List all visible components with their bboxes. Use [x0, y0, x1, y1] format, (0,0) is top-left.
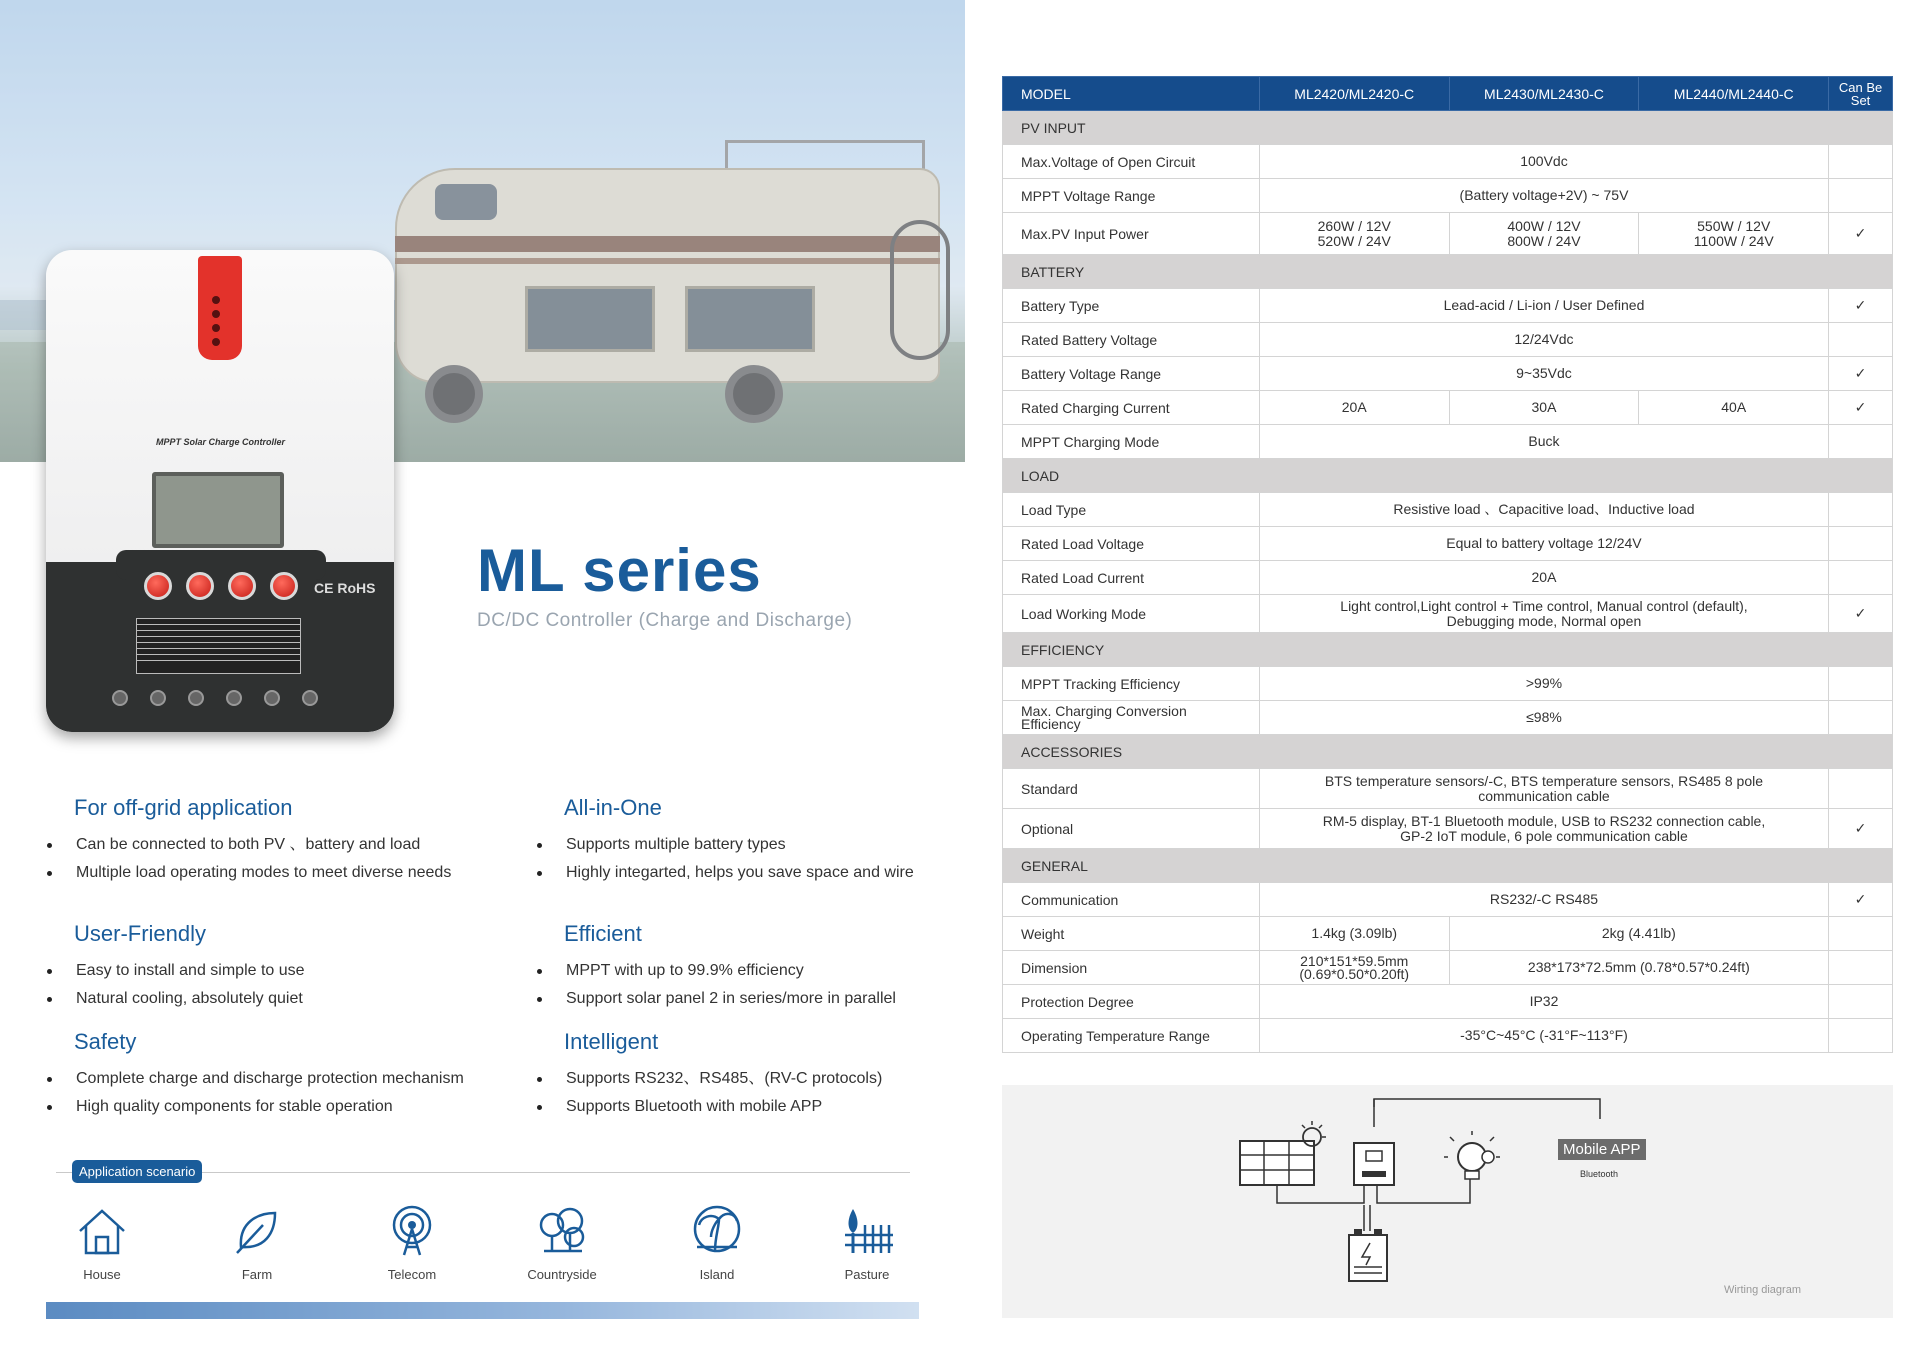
settable-cell: [1829, 667, 1893, 701]
table-row: [1003, 145, 1893, 179]
device-button: [144, 572, 172, 600]
device-spec-label: [136, 618, 301, 674]
table-row: [1003, 701, 1893, 735]
row-label: Optional: [1003, 809, 1260, 849]
row-label: Rated Load Current: [1003, 561, 1260, 595]
feature-safety: [47, 1029, 487, 1121]
row-label: Rated Charging Current: [1003, 391, 1260, 425]
row-value: 400W / 12V 800W / 24V: [1449, 213, 1639, 255]
header-model-1: ML2420/ML2420-C: [1259, 77, 1449, 111]
settable-cell: [1829, 1019, 1893, 1053]
row-label: Standard: [1003, 769, 1260, 809]
feature-title: Intelligent: [564, 1029, 659, 1054]
header-model-2: ML2430/ML2430-C: [1449, 77, 1639, 111]
row-value: (Battery voltage+2V) ~ 75V: [1259, 179, 1828, 213]
device-led-panel: [198, 256, 242, 360]
row-value: Buck: [1259, 425, 1828, 459]
row-label: Max.Voltage of Open Circuit: [1003, 145, 1260, 179]
settable-cell: [1829, 951, 1893, 985]
feature-efficient: [537, 921, 977, 1013]
check-icon: ✓: [1829, 883, 1893, 917]
row-label: Communication: [1003, 883, 1260, 917]
feature-item: Easy to install and simple to use: [47, 957, 487, 985]
mobile-app-label: Mobile APP: [1558, 1139, 1646, 1160]
row-value: 20A: [1259, 561, 1828, 595]
feature-intelligent: [537, 1029, 977, 1121]
row-label: Battery Voltage Range: [1003, 357, 1260, 391]
table-row: [1003, 561, 1893, 595]
row-value: Resistive load 、Capacitive load、Inductive load: [1259, 493, 1828, 527]
settable-cell: [1829, 985, 1893, 1019]
row-value: -35°C~45°C (-31°F~113°F): [1259, 1019, 1828, 1053]
feature-title: Safety: [74, 1029, 137, 1054]
table-row: [1003, 527, 1893, 561]
scenario-label: Island: [699, 1267, 735, 1282]
row-label: Max.PV Input Power: [1003, 213, 1260, 255]
row-label: MPPT Voltage Range: [1003, 179, 1260, 213]
row-value: 12/24Vdc: [1259, 323, 1828, 357]
device-button: [228, 572, 256, 600]
header-can-be-set: Can Be Set: [1829, 77, 1893, 111]
check-icon: ✓: [1829, 391, 1893, 425]
wiring-caption: Wirting diagram: [1723, 1284, 1801, 1296]
feature-title: For off-grid application: [74, 795, 293, 820]
series-subtitle: DC/DC Controller (Charge and Discharge): [477, 610, 853, 631]
header-model-3: ML2440/ML2440-C: [1639, 77, 1829, 111]
section-row-battery: BATTERY: [1003, 255, 1893, 289]
row-label: Load Type: [1003, 493, 1260, 527]
palm-icon: [689, 1203, 745, 1259]
table-row: [1003, 809, 1893, 849]
table-row: [1003, 289, 1893, 323]
trees-icon: [534, 1203, 590, 1259]
feature-item: Can be connected to both PV 、battery and load: [47, 831, 487, 859]
row-value: 550W / 12V 1100W / 24V: [1639, 213, 1829, 255]
row-label: Max. Charging Conversion Efficiency: [1003, 701, 1260, 735]
feature-user-friendly: [47, 921, 487, 1013]
check-icon: ✓: [1829, 213, 1893, 255]
settable-cell: [1829, 917, 1893, 951]
device-lcd-screen: [152, 472, 284, 548]
settable-cell: [1829, 493, 1893, 527]
feature-item: Multiple load operating modes to meet diverse needs: [47, 859, 487, 887]
section-row-accessories: ACCESSORIES: [1003, 735, 1893, 769]
controller-icon: [1354, 1143, 1394, 1185]
footer-gradient-bar: [46, 1302, 919, 1319]
row-value: Equal to battery voltage 12/24V: [1259, 527, 1828, 561]
row-value: 210*151*59.5mm (0.69*0.50*0.20ft): [1259, 951, 1449, 985]
table-row: [1003, 357, 1893, 391]
row-label: Protection Degree: [1003, 985, 1260, 1019]
row-value: 40A: [1639, 391, 1829, 425]
table-row: [1003, 323, 1893, 357]
row-value: 1.4kg (3.09lb): [1259, 917, 1449, 951]
feature-item: Highly integarted, helps you save space and wire: [537, 859, 977, 887]
section-row-load: LOAD: [1003, 459, 1893, 493]
table-row: [1003, 391, 1893, 425]
table-row: [1003, 769, 1893, 809]
row-value: RS232/-C RS485: [1259, 883, 1828, 917]
specification-table: [1002, 76, 1893, 1053]
table-header-row: [1003, 77, 1893, 111]
table-row: [1003, 493, 1893, 527]
feature-item: High quality components for stable operation: [47, 1093, 487, 1121]
check-icon: ✓: [1829, 357, 1893, 391]
table-row: [1003, 179, 1893, 213]
bluetooth-label: Bluetooth: [1580, 1169, 1619, 1179]
fence-icon: [839, 1203, 895, 1259]
feature-item: Supports multiple battery types: [537, 831, 977, 859]
settable-cell: [1829, 701, 1893, 735]
settable-cell: [1829, 179, 1893, 213]
device-button: [186, 572, 214, 600]
battery-icon: [1349, 1229, 1387, 1281]
table-row: [1003, 985, 1893, 1019]
row-label: Battery Type: [1003, 289, 1260, 323]
feature-off-grid: [47, 795, 487, 887]
section-row-pv-input: PV INPUT: [1003, 111, 1893, 145]
feature-title: Efficient: [564, 921, 642, 946]
row-value: 20A: [1259, 391, 1449, 425]
feature-title: All-in-One: [564, 795, 662, 820]
feature-all-in-one: [537, 795, 977, 887]
feature-item: Natural cooling, absolutely quiet: [47, 985, 487, 1013]
section-row-general: GENERAL: [1003, 849, 1893, 883]
feature-item: MPPT with up to 99.9% efficiency: [537, 957, 977, 985]
scenario-countryside: [517, 1203, 607, 1282]
row-value: ≤98%: [1259, 701, 1828, 735]
device-buttons: [144, 572, 298, 600]
row-value: 2kg (4.41lb): [1449, 917, 1829, 951]
row-label: Operating Temperature Range: [1003, 1019, 1260, 1053]
solar-panel-icon: [1240, 1121, 1326, 1185]
device-brand-text: MPPT Solar Charge Controller: [156, 437, 286, 447]
table-row: [1003, 595, 1893, 633]
row-label: Load Working Mode: [1003, 595, 1260, 633]
table-row: [1003, 951, 1893, 985]
house-icon: [74, 1203, 130, 1259]
table-row: [1003, 1019, 1893, 1053]
row-value: Light control,Light control + Time control, Manual control (default), Debugging mode, Normal open: [1259, 595, 1828, 633]
charge-controller-product: [46, 250, 394, 732]
section-row-efficiency: EFFICIENCY: [1003, 633, 1893, 667]
leaf-icon: [229, 1203, 285, 1259]
scenario-house: [57, 1203, 147, 1282]
row-value: 30A: [1449, 391, 1639, 425]
row-value: BTS temperature sensors/-C, BTS temperature sensors, RS485 8 pole communication cable: [1259, 769, 1828, 809]
scenario-pasture: [822, 1203, 912, 1282]
row-label: Dimension: [1003, 951, 1260, 985]
certification-mark: CE RoHS: [314, 580, 376, 596]
check-icon: ✓: [1829, 595, 1893, 633]
settable-cell: [1829, 323, 1893, 357]
settable-cell: [1829, 527, 1893, 561]
table-row: [1003, 213, 1893, 255]
scenario-label: Pasture: [844, 1267, 890, 1282]
antenna-icon: [384, 1203, 440, 1259]
check-icon: ✓: [1829, 289, 1893, 323]
row-value: IP32: [1259, 985, 1828, 1019]
device-button: [270, 572, 298, 600]
row-label: Weight: [1003, 917, 1260, 951]
settable-cell: [1829, 561, 1893, 595]
row-label: MPPT Tracking Efficiency: [1003, 667, 1260, 701]
table-row: [1003, 917, 1893, 951]
scenario-telecom: [367, 1203, 457, 1282]
row-label: Rated Load Voltage: [1003, 527, 1260, 561]
application-scenario-badge: Application scenario: [72, 1160, 202, 1183]
header-model: MODEL: [1003, 77, 1260, 111]
scenario-label: Farm: [241, 1267, 273, 1282]
row-value: Lead-acid / Li-ion / User Defined: [1259, 289, 1828, 323]
feature-item: Supports Bluetooth with mobile APP: [537, 1093, 977, 1121]
scenario-label: Countryside: [527, 1267, 597, 1282]
row-value: 100Vdc: [1259, 145, 1828, 179]
settable-cell: [1829, 425, 1893, 459]
feature-title: User-Friendly: [74, 921, 207, 946]
scenario-island: [672, 1203, 762, 1282]
scenario-farm: [212, 1203, 302, 1282]
feature-item: Supports RS232、RS485、(RV-C protocols): [537, 1065, 977, 1093]
feature-item: Complete charge and discharge protection mechanism: [47, 1065, 487, 1093]
settable-cell: [1829, 145, 1893, 179]
settable-cell: [1829, 769, 1893, 809]
scenario-label: House: [83, 1267, 121, 1282]
row-value: 9~35Vdc: [1259, 357, 1828, 391]
row-value: RM-5 display, BT-1 Bluetooth module, USB to RS232 connection cable, GP-2 IoT module, 6 pole communication cable: [1259, 809, 1828, 849]
scenario-label: Telecom: [387, 1267, 437, 1282]
device-terminals: [112, 690, 318, 706]
row-label: Rated Battery Voltage: [1003, 323, 1260, 357]
table-row: [1003, 425, 1893, 459]
feature-item: Support solar panel 2 in series/more in parallel: [537, 985, 977, 1013]
table-row: [1003, 883, 1893, 917]
check-icon: ✓: [1829, 809, 1893, 849]
row-value: 238*173*72.5mm (0.78*0.57*0.24ft): [1449, 951, 1829, 985]
lightbulb-icon: [1444, 1131, 1500, 1179]
table-row: [1003, 667, 1893, 701]
row-value: >99%: [1259, 667, 1828, 701]
wiring-diagram: [1002, 1085, 1893, 1318]
row-value: 260W / 12V 520W / 24V: [1259, 213, 1449, 255]
row-label: MPPT Charging Mode: [1003, 425, 1260, 459]
series-title: ML series: [477, 537, 762, 604]
